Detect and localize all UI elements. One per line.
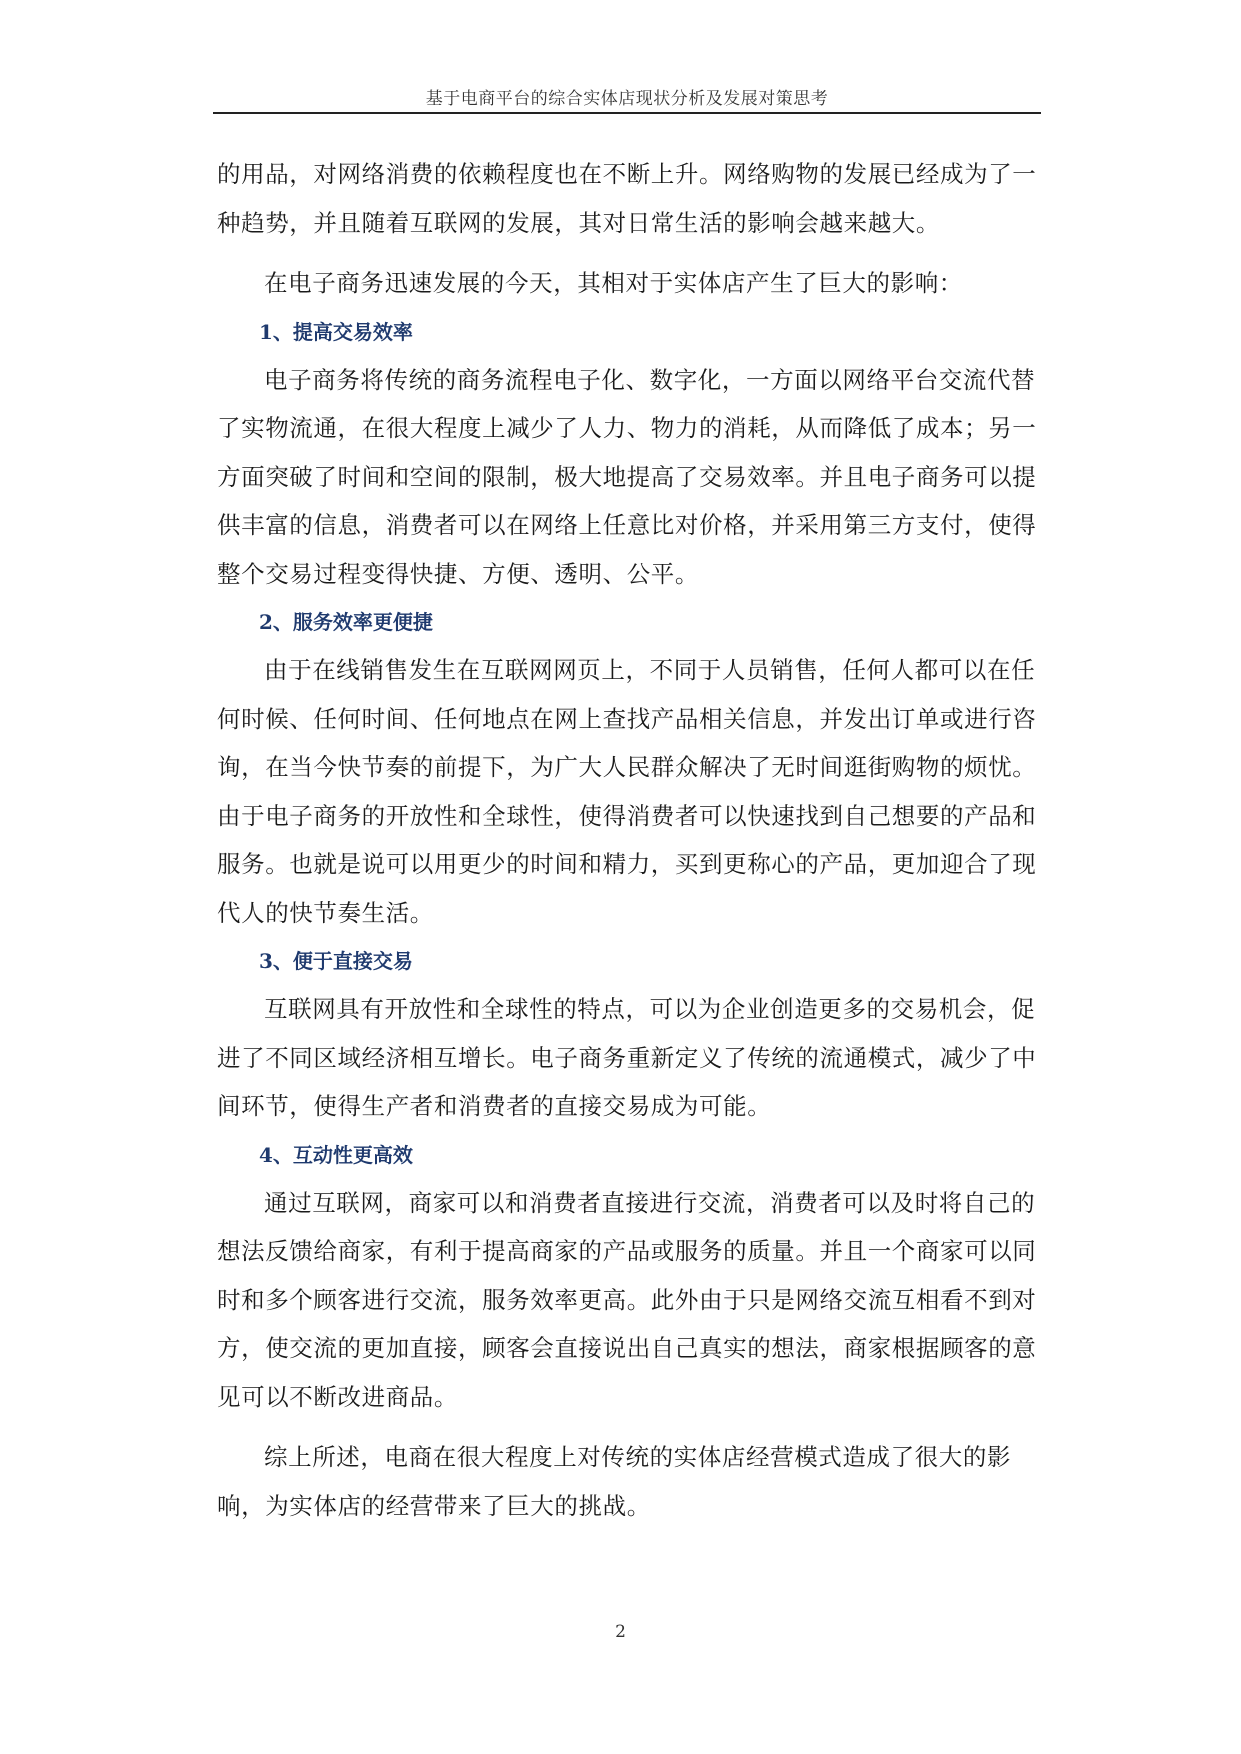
- running-header: 基于电商平台的综合实体店现状分析及发展对策思考: [425, 89, 829, 109]
- paragraph-continued: 的用品，对网络消费的依赖程度也在不断上升。网络购物的发展已经成为了一种趋势，并且随着互联网的发展，其对日常生活的影响会越来越大。: [217, 160, 1037, 237]
- paragraph-intro: 在电子商务迅速发展的今天，其相对于实体店产生了巨大的影响：: [264, 269, 963, 297]
- section-heading-2: 2、服务效率更便捷: [259, 610, 433, 634]
- page-body: [217, 150, 1039, 1530]
- paragraph-summary: 综上所述，电商在很大程度上对传统的实体店经营模式造成了很大的影响，为实体店的经营带来了巨大的挑战。: [217, 1443, 1012, 1520]
- paragraph-direct-trade: 互联网具有开放性和全球性的特点，可以为企业创造更多的交易机会，促进了不同区域经济相互增长。电子商务重新定义了传统的流通模式，减少了中间环节，使得生产者和消费者的直接交易成为可能。: [217, 995, 1037, 1120]
- paragraph-interaction: 通过互联网，商家可以和消费者直接进行交流，消费者可以及时将自己的想法反馈给商家，有利于提高商家的产品或服务的质量。并且一个商家可以同时和多个顾客进行交流，服务效率更高。此外由于只是网络交流互相看不到对方，使交流的更加直接，顾客会直接说出自己真实的想法，商家根据顾客的意见可以不断改进商品。: [217, 1188, 1037, 1411]
- section-heading-1: 1、提高交易效率: [259, 319, 413, 344]
- section-heading-4: 4、互动性更高效: [259, 1142, 413, 1167]
- header-divider: [213, 112, 1041, 114]
- paragraph-spacer: [217, 247, 1039, 259]
- page-number: 2: [615, 1622, 626, 1642]
- section-heading-3: 3、便于直接交易: [259, 949, 413, 973]
- paragraph-service: 由于在线销售发生在互联网网页上，不同于人员销售，任何人都可以在任何时候、任何时间、任何地点在网上查找产品相关信息，并发出订单或进行咨询，在当今快节奏的前提下，为广大人民群众解决了无时间逛街购物的烦忧。由于电子商务的开放性和全球性，使得消费者可以快速找到自己想要的产品和服务。也就是说可以用更少的时间和精力，买到更称心的产品，更加迎合了现代人的快节奏生活。: [217, 656, 1037, 927]
- paragraph-efficiency: 电子商务将传统的商务流程电子化、数字化，一方面以网络平台交流代替了实物流通，在很大程度上减少了人力、物力的消耗，从而降低了成本；另一方面突破了时间和空间的限制，极大地提高了交易效率。并且电子商务可以提供丰富的信息，消费者可以在网络上任意比对价格，并采用第三方支付，使得整个交易过程变得快捷、方便、透明、公平。: [217, 365, 1037, 588]
- paragraph-spacer: [217, 1421, 1039, 1433]
